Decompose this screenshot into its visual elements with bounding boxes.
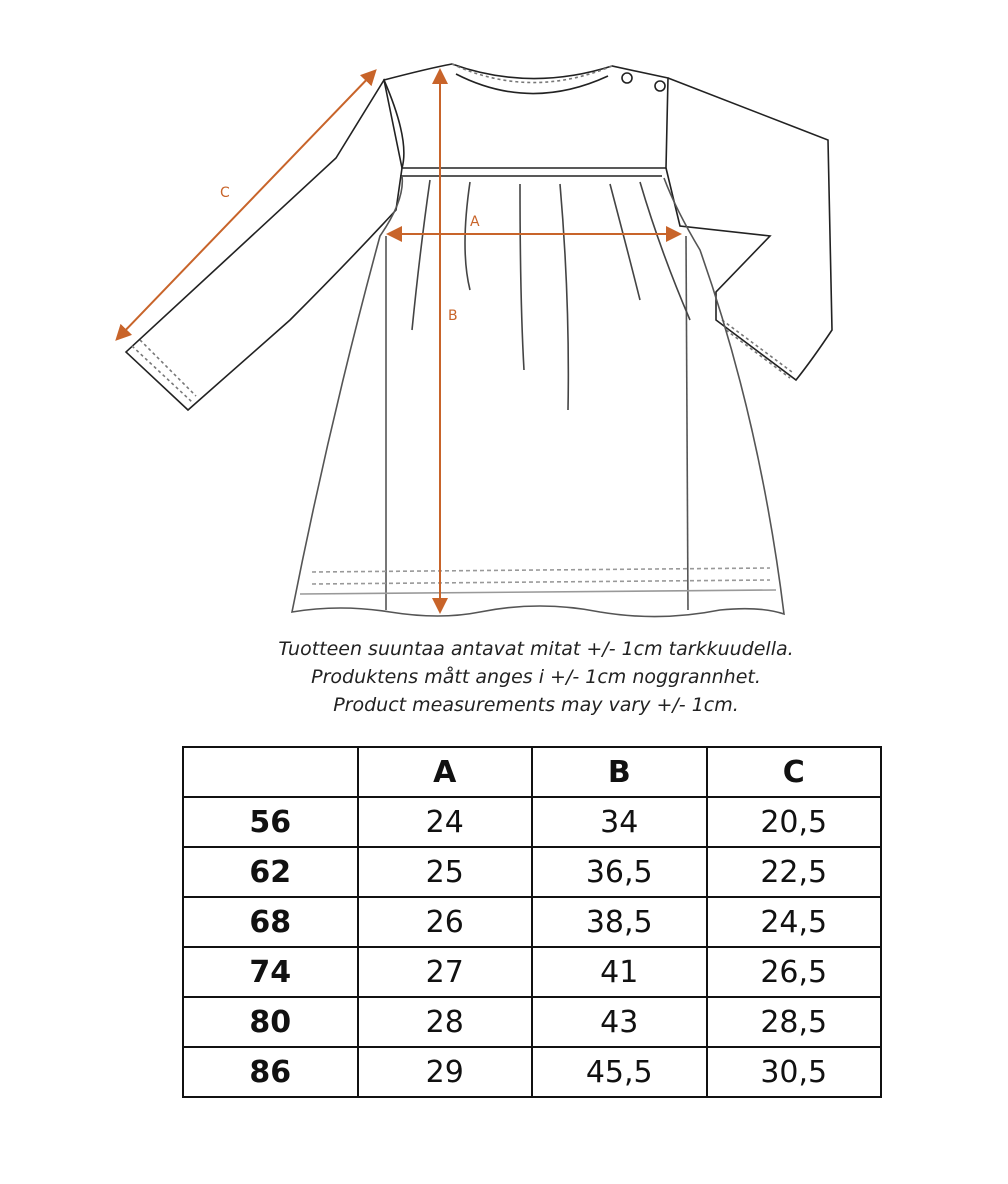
value-a: 27 xyxy=(358,947,533,997)
header-size xyxy=(183,747,358,797)
measure-b xyxy=(440,72,458,610)
size-cell: 68 xyxy=(183,897,358,947)
size-cell: 62 xyxy=(183,847,358,897)
table-row xyxy=(183,797,881,847)
value-a: 25 xyxy=(358,847,533,897)
table-row xyxy=(183,947,881,997)
header-c: C xyxy=(707,747,882,797)
value-c: 24,5 xyxy=(707,897,882,947)
measure-a xyxy=(390,214,678,234)
size-cell: 80 xyxy=(183,997,358,1047)
value-a: 29 xyxy=(358,1047,533,1097)
value-c: 26,5 xyxy=(707,947,882,997)
value-b: 36,5 xyxy=(532,847,707,897)
size-cell: 86 xyxy=(183,1047,358,1097)
label-a: A xyxy=(470,214,480,230)
value-b: 45,5 xyxy=(532,1047,707,1097)
size-cell: 74 xyxy=(183,947,358,997)
value-c: 30,5 xyxy=(707,1047,882,1097)
table-row xyxy=(183,847,881,897)
header-b: B xyxy=(532,747,707,797)
label-b: B xyxy=(448,308,458,324)
label-c: C xyxy=(220,185,230,201)
value-b: 38,5 xyxy=(532,897,707,947)
value-a: 26 xyxy=(358,897,533,947)
size-cell: 56 xyxy=(183,797,358,847)
caption-english: Product measurements may vary +/- 1cm. xyxy=(333,694,739,716)
value-c: 22,5 xyxy=(707,847,882,897)
value-b: 43 xyxy=(532,997,707,1047)
table-row xyxy=(183,997,881,1047)
dress-outline xyxy=(126,64,832,617)
caption-finnish: Tuotteen suuntaa antavat mitat +/- 1cm tarkkuudella. xyxy=(278,638,794,660)
value-c: 20,5 xyxy=(707,797,882,847)
table-row xyxy=(183,897,881,947)
table-row xyxy=(183,1047,881,1097)
caption-swedish: Produktens mått anges i +/- 1cm noggrannhet. xyxy=(311,666,761,688)
value-a: 24 xyxy=(358,797,533,847)
header-a: A xyxy=(358,747,533,797)
measure-c xyxy=(118,72,374,338)
size-table xyxy=(182,746,882,1098)
value-b: 41 xyxy=(532,947,707,997)
value-b: 34 xyxy=(532,797,707,847)
value-a: 28 xyxy=(358,997,533,1047)
value-c: 28,5 xyxy=(707,997,882,1047)
table-header-row xyxy=(183,747,881,797)
